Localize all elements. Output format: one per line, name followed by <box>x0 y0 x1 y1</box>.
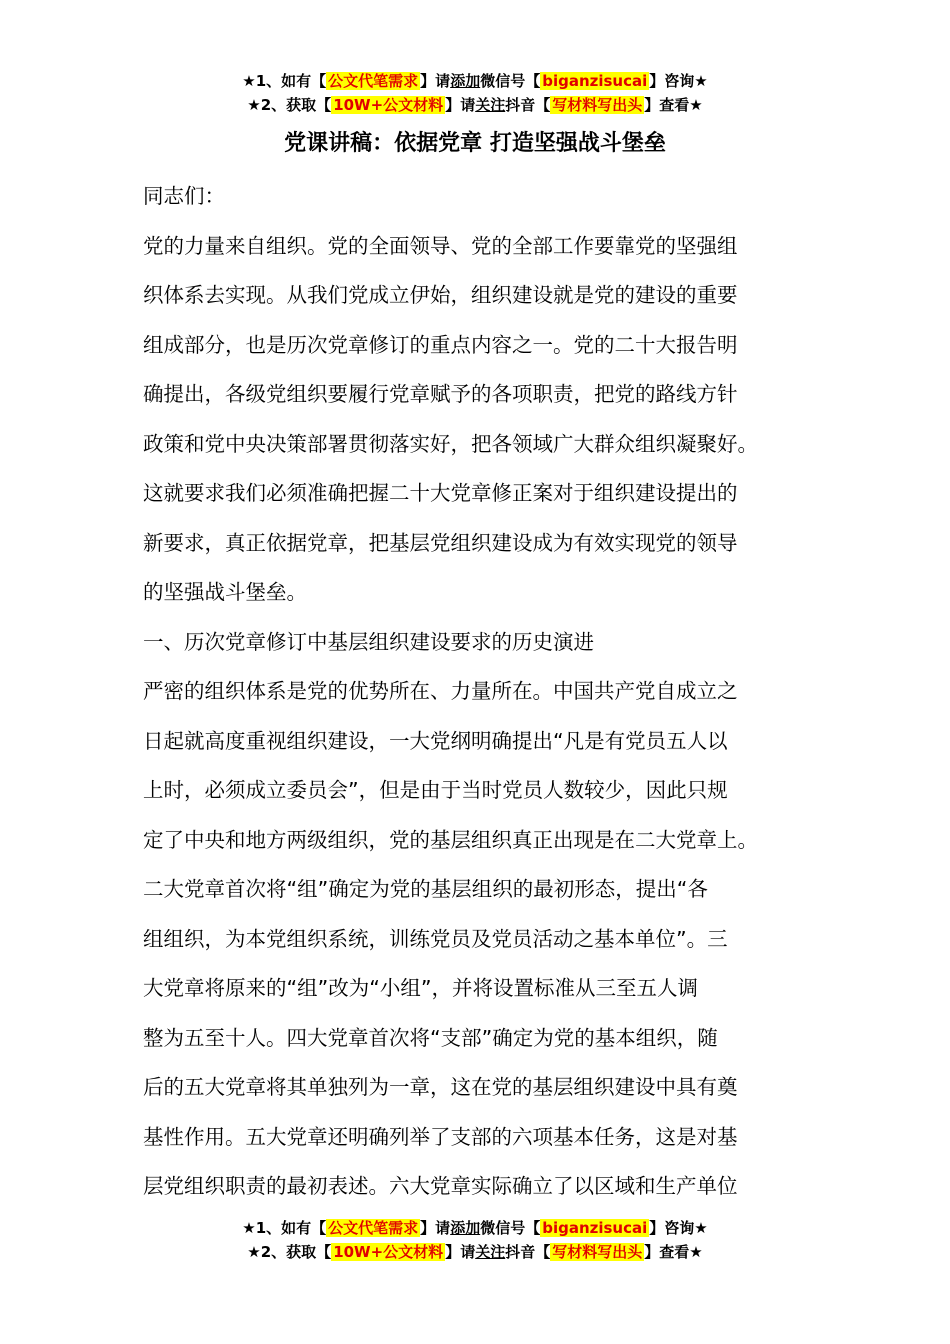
banner-underlined: 关注 <box>475 1243 506 1261</box>
banner-text: 】请 <box>445 1243 476 1261</box>
banner-text: 微信号【 <box>480 1219 541 1237</box>
banner-underlined: 关注 <box>475 96 506 114</box>
banner-line-2 <box>0 1240 950 1264</box>
banner-highlight: 10W+公文材料 <box>333 96 444 114</box>
banner-highlight-douyin: 写材料写出头 <box>552 96 643 114</box>
document-title: 党课讲稿：依据党章 打造坚强战斗堡垒 <box>284 131 666 156</box>
bottom-banner <box>0 1216 950 1264</box>
document-body <box>143 178 843 1218</box>
banner-highlight-douyin: 写材料写出头 <box>552 1243 643 1261</box>
banner-text: 抖音【 <box>505 1243 551 1261</box>
banner-highlight: 公文代笔需求 <box>328 72 419 90</box>
text-line: 定了中央和地方两级组织，党的基层组织真正出现是在二大党章上。 <box>143 827 758 852</box>
banner-text: 】咨询★ <box>649 1219 708 1237</box>
banner-highlight-wechat: biganzisucai <box>542 1219 648 1237</box>
text-line: 党的力量来自组织。党的全面领导、党的全部工作要靠党的坚强组 <box>143 233 738 258</box>
text-line: 层党组织职责的最初表述。六大党章实际确立了以区域和生产单位 <box>143 1174 738 1198</box>
text-line: 政策和党中央决策部署贯彻落实好，把各领域广大群众组织凝聚好。 <box>143 431 758 456</box>
text-line: 确提出，各级党组织要履行党章赋予的各项职责，把党的路线方针 <box>143 382 738 406</box>
banner-underlined: 添加 <box>450 72 481 90</box>
banner-line-2 <box>0 93 950 117</box>
text-line: 织体系去实现。从我们党成立伊始，组织建设就是党的建设的重要 <box>143 283 738 307</box>
text-line: 这就要求我们必须准确把握二十大党章修正案对于组织建设提出的 <box>143 481 738 505</box>
banner-text: 微信号【 <box>480 72 541 90</box>
text-line: 整为五至十人。四大党章首次将“支部”确定为党的基本组织，随 <box>143 1025 718 1050</box>
banner-text: 】请 <box>420 72 451 90</box>
banner-underlined: 添加 <box>450 1219 481 1237</box>
banner-text: ★1、如有【 <box>242 72 327 90</box>
banner-highlight-wechat: biganzisucai <box>542 72 648 90</box>
text-line: 同志们： <box>143 184 225 208</box>
text-line: 大党章将原来的“组”改为“小组”，并将设置标准从三至五人调 <box>143 976 698 1000</box>
banner-text: ★2、获取【 <box>247 96 332 114</box>
text-line: 一、历次党章修订中基层组织建设要求的历史演进 <box>143 629 594 654</box>
banner-line-1 <box>0 1216 950 1240</box>
banner-text: ★1、如有【 <box>242 1219 327 1237</box>
banner-text: 】查看★ <box>644 96 703 114</box>
text-line: 新要求，真正依据党章，把基层党组织建设成为有效实现党的领导 <box>143 530 738 555</box>
banner-text: 】请 <box>420 1219 451 1237</box>
top-banner <box>0 69 950 117</box>
banner-text: 抖音【 <box>505 96 551 114</box>
text-line: 基性作用。五大党章还明确列举了支部的六项基本任务，这是对基 <box>143 1124 738 1149</box>
text-line: 组成部分，也是历次党章修订的重点内容之一。党的二十大报告明 <box>143 332 738 357</box>
banner-highlight: 公文代笔需求 <box>328 1219 419 1237</box>
banner-text: 】请 <box>445 96 476 114</box>
text-line: 二大党章首次将“组”确定为党的基层组织的最初形态，提出“各 <box>143 877 708 901</box>
banner-text: 】查看★ <box>644 1243 703 1261</box>
banner-text: ★2、获取【 <box>247 1243 332 1261</box>
text-line: 后的五大党章将其单独列为一章，这在党的基层组织建设中具有奠 <box>143 1075 738 1099</box>
banner-highlight: 10W+公文材料 <box>333 1243 444 1261</box>
text-line: 日起就高度重视组织建设，一大党纲明确提出“凡是有党员五人以 <box>143 728 728 753</box>
text-line: 严密的组织体系是党的优势所在、力量所在。中国共产党自成立之 <box>143 679 738 703</box>
text-line: 组组织，为本党组织系统，训练党员及党员活动之基本单位”。三 <box>143 926 728 951</box>
banner-line-1 <box>0 69 950 93</box>
banner-text: 】咨询★ <box>649 72 708 90</box>
text-line: 的坚强战斗堡垒。 <box>143 580 307 604</box>
text-line: 上时，必须成立委员会”，但是由于当时党员人数较少，因此只规 <box>143 778 728 802</box>
